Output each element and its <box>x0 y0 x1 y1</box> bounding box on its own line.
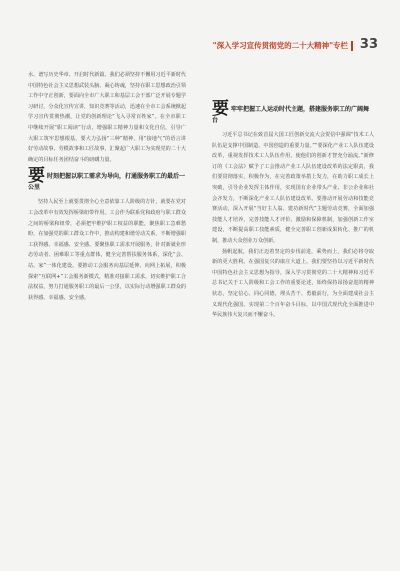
header-divider <box>351 41 353 51</box>
column-title: "深入学习宣传贯彻党的二十大精神"专栏 <box>212 41 348 50</box>
heading-text: 时刻把握以职工需求为导向，打通服务职工的最后一公里 <box>28 173 186 192</box>
body-paragraph: 坚持人民至上就要贯彻全心全意依靠工人阶级的方针，就要在党对工会改革中有效发挥桥梁纽带作用。工会作为联系党和政府与职工群众之间的桥梁和纽带，必须把牢维护职工权益的职能，聚焦职工急难愁盼，在加强党的职工群众工作中，推动构建和谐劳动关系，不断增强职工获得感、幸福感、安全感。要聚焦职工需求开展服务，针对新就业形态劳动者、困难职工等重点群体，健全完善帮扶服务体系，深化“会、站、家”一体化建设。要推动工会服务向基层延伸、向网上拓展，积极探索“互联网+”工会服务新模式，精准对接职工需求，切实维护职工合法权益，努力打通服务职工的最后一公里，以实际行动增强职工群众的获得感、幸福感、安全感。 <box>28 199 186 301</box>
page-number: 33 <box>359 37 378 52</box>
heading-text: 牢牢把握工人运动时代主题，搭建服务职工的广阔舞台 <box>212 106 370 124</box>
heading-initial: 要 <box>28 166 45 187</box>
left-column <box>28 70 186 303</box>
body-paragraph: 习近平总书记在致首届大国工匠创新交流大会贺信中强调“技术工人队伍是支撑中国制造、中国创造的重要力量。”“要深化产业工人队伍建设改革，重视发挥技术工人队伍作用，使他们的创新才智充分涌流。”新修订的《工会法》赋予了工会推动产业工人队伍建设改革的法定职责，我们要贯彻落实，积极作为，在完善政策举措上发力，在助力职工成长上突破，引导企业发挥主体作用，实现国有企业带头产业、非公企业和社会齐发力，不断深化产业工人队伍建设改革。要推动开展劳动和技能竞赛活动，深入开展“当好主人翁、建功新时代”主题劳动竞赛，全面加强技能人才培养，完善技能人才评价、激励和保障机制，加强创新工作室建设，不断提高职工技能素质，健全完善职工创新成果转化、推广的机制，推动大众创业万众创新。 <box>212 132 374 244</box>
closing-paragraph: 扬帆起航，我们正迈着坚定的步伐前进，乘势而上，我们必将夺取新的更大胜利。在强国复兴的康庄大道上，我们要坚持以习近平新时代中国特色社会主义思想为指导，深入学习贯彻党的二十大精神和习近平总书记关于工人阶级和工会工作的重要论述，始终保持昂扬奋进的精神状态，坚定信心、同心同德，埋头苦干、勇毅前行，为全面建成社会主义现代化强国、实现第二个百年奋斗目标，以中国式现代化全面推进中华民族伟大复兴而不懈奋斗。 <box>212 248 374 319</box>
right-column <box>212 70 374 321</box>
section-heading <box>28 166 186 193</box>
heading-initial: 要 <box>212 99 229 119</box>
section-heading <box>212 99 374 126</box>
intro-paragraph: 水、谱写历史华章、开启时代新篇。我们必须坚持不懈用习近平新时代中国特色社会主义思想武装头脑、凝心铸魂，坚持在职工思想政治引领工作中守正创新，要面向全市广大职工和基层工会干部广泛开展专题学习研讨，分众化宣传宣讲，知识竞赛等活动，迅速在全市工会系统掀起学习宣传贯彻热潮，让党的创新理论“飞入寻常百姓家”。在全市职工中继续开展“职工阅读”行动，增强职工精神力量和文化自信，引导广大职工筑牢思想根基，要大力弘扬“三种”精神，用“接地气”的语言讲好劳动故事、劳模故事和工匠故事，汇聚起广大职工为实现党的二十大确定的目标任务团结奋斗的磅礴力量。 <box>28 72 186 163</box>
running-header <box>0 38 400 58</box>
